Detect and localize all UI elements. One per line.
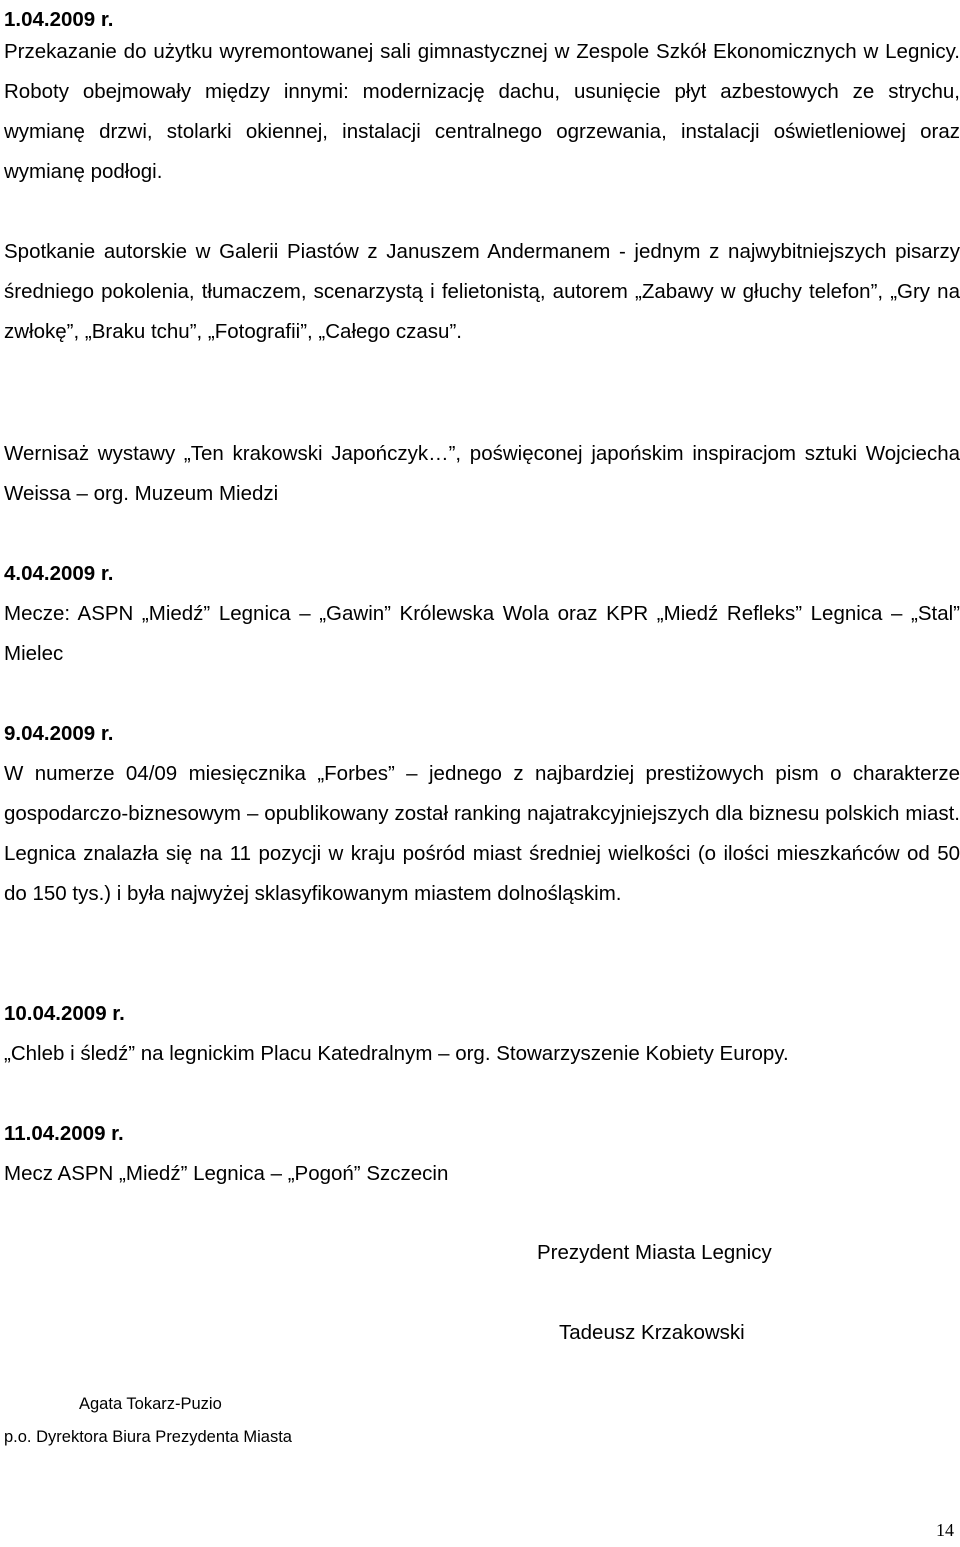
section-4-04 (4, 554, 960, 674)
page-number: 14 (936, 1520, 954, 1540)
section-11-04 (4, 1114, 960, 1194)
entry-date-10-04: 10.04.2009 r. (4, 1002, 125, 1025)
entry-date-11-04: 11.04.2009 r. (4, 1122, 124, 1145)
entry-text-10-04: „Chleb i śledź” na legnickim Placu Katedralnym – org. Stowarzyszenie Kobiety Europy. (4, 1042, 789, 1065)
paragraph-gym-renovation: Przekazanie do użytku wyremontowanej sali gimnastycznej w Zespole Szkół Ekonomicznych w Legnicy. Roboty obejmowały między innymi: modernizację dachu, usunięcie płyt azbestowych ze strychu, wymianę drzwi, stolarki okiennej, instalacji centralnego ogrzewania, instalacji oświetleniowej oraz wymianę podłogi. (4, 40, 960, 183)
signature-name: Tadeusz Krzakowski (559, 1321, 745, 1344)
entry-date-1-04: 1.04.2009 r. (4, 8, 114, 31)
entry-date-4-04: 4.04.2009 r. (4, 562, 114, 585)
section-10-04 (4, 994, 960, 1074)
prepared-by-role: p.o. Dyrektora Biura Prezydenta Miasta (4, 1428, 292, 1446)
entry-text-4-04: Mecze: ASPN „Miedź” Legnica – „Gawin” Królewska Wola oraz KPR „Miedź Refleks” Legnica – „Stal” Mielec (4, 602, 960, 665)
entry-text-9-04: W numerze 04/09 miesięcznika „Forbes” – jednego z najbardziej prestiżowych pism o charakterze gospodarczo-biznesowym – opublikowany został ranking najatrakcyjniejszych dla biznesu polskich miast. Legnica znalazła się na 11 pozycji w kraju pośród miast średniej wielkości (o ilości mieszkańców od 50 do 150 tys.) i była najwyżej sklasyfikowanym miastem dolnośląskim. (4, 762, 960, 905)
paragraph-author-meeting: Spotkanie autorskie w Galerii Piastów z Januszem Andermanem - jednym z najwybitniejszych pisarzy średniego pokolenia, tłumaczem, scenarzystą i felietonistą, autorem „Zabawy w głuchy telefon”, „Gry na zwłokę”, „Braku tchu”, „Fotografii”, „Całego czasu”. (4, 240, 960, 343)
entry-date-9-04: 9.04.2009 r. (4, 722, 114, 745)
entry-text-11-04: Mecz ASPN „Miedź” Legnica – „Pogoń” Szczecin (4, 1162, 449, 1185)
section-9-04 (4, 714, 960, 914)
paragraph-exhibition: Wernisaż wystawy „Ten krakowski Japończyk…”, poświęconej japońskim inspiracjom sztuki Wojciecha Weissa – org. Muzeum Miedzi (4, 442, 960, 505)
signature-title: Prezydent Miasta Legnicy (537, 1241, 772, 1264)
prepared-by-name: Agata Tokarz-Puzio (79, 1395, 222, 1413)
